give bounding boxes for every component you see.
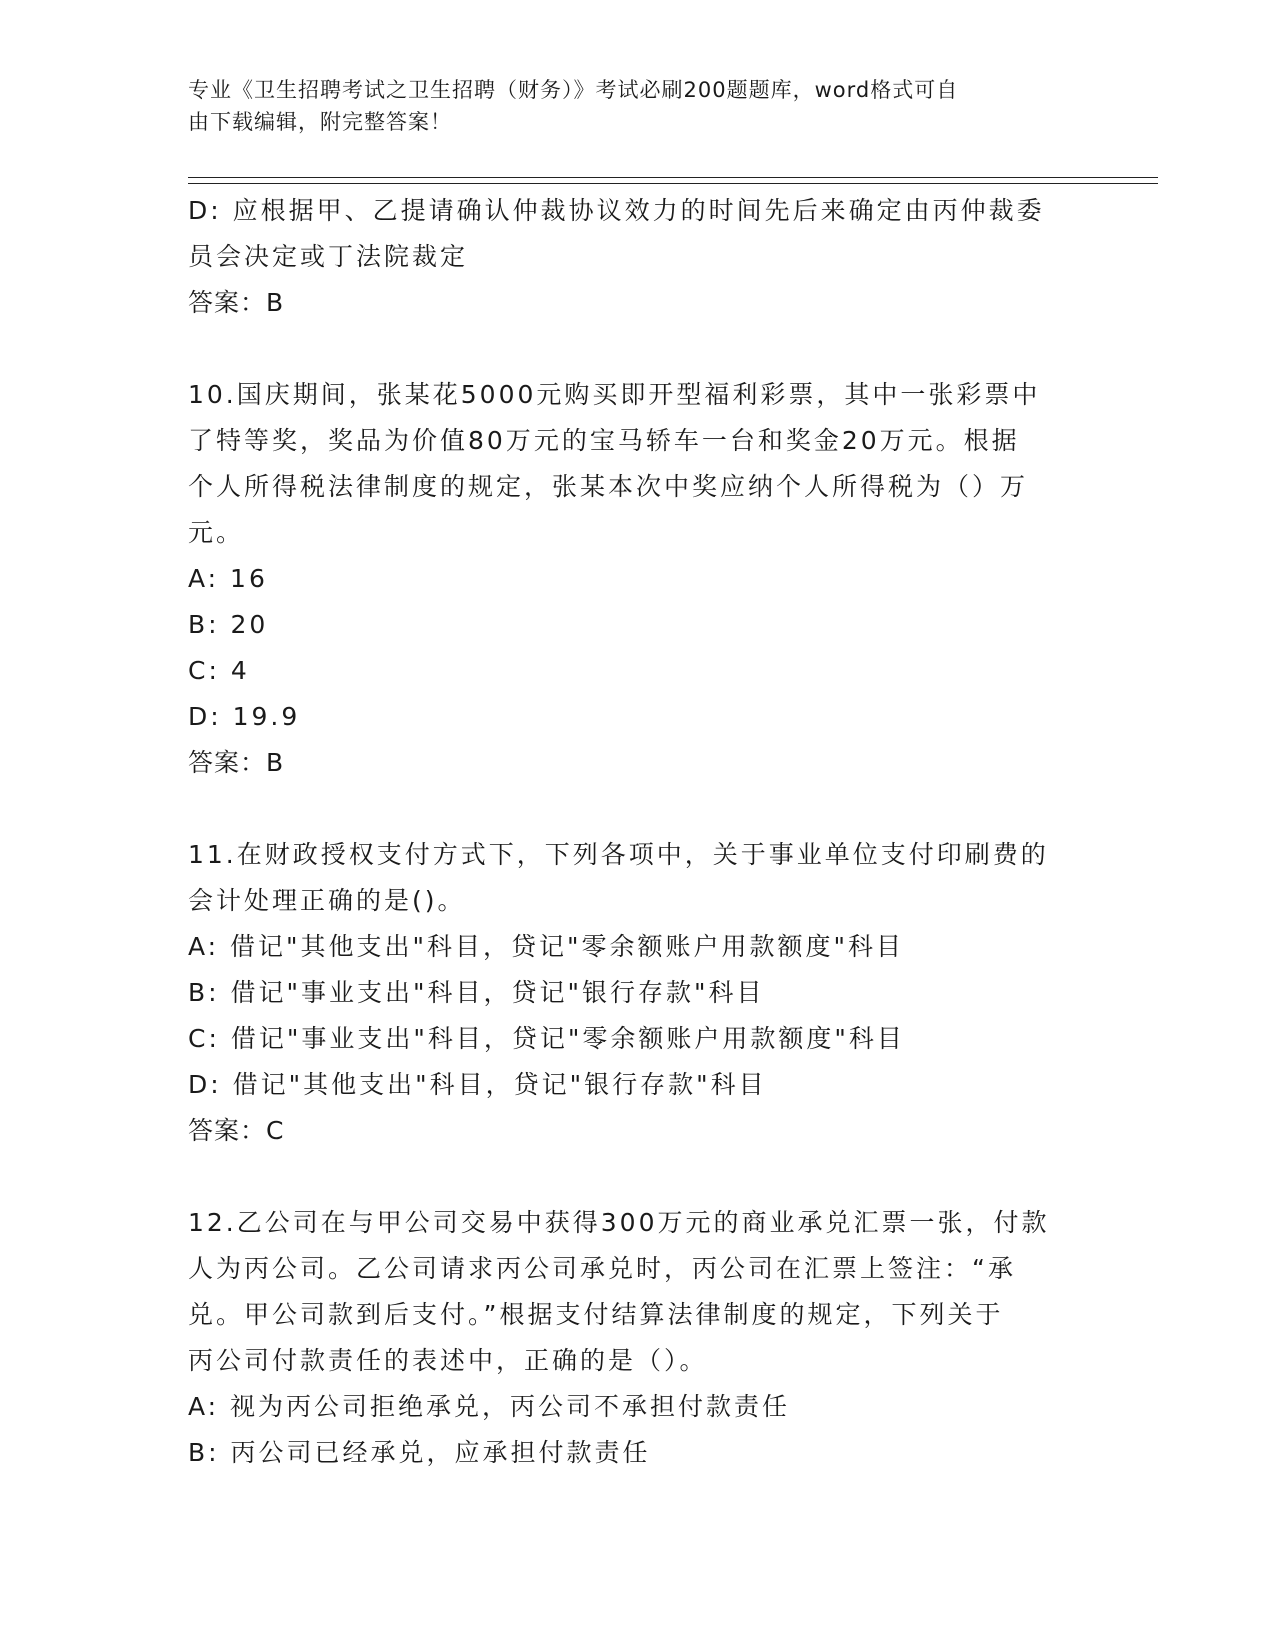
option-a: A: 借记"其他支出"科目，贷记"零余额账户用款额度"科目	[188, 932, 905, 961]
question-text-line: 了特等奖，奖品为价值80万元的宝马轿车一台和奖金20万元。根据	[188, 426, 1020, 455]
question-text-line: 10.国庆期间，张某花5000元购买即开型福利彩票，其中一张彩票中	[188, 380, 1041, 409]
question-content	[188, 188, 1088, 1476]
question-9-tail	[188, 188, 1088, 326]
spacer	[188, 1154, 1088, 1200]
option-b: B: 借记"事业支出"科目，贷记"银行存款"科目	[188, 978, 765, 1007]
header-line-2: 由下载编辑，附完整答案！	[188, 110, 452, 134]
spacer	[188, 326, 1088, 372]
option-d-continued: 员会决定或丁法院裁定	[188, 242, 469, 271]
option-d: D: 应根据甲、乙提请确认仲裁协议效力的时间先后来确定由丙仲裁委	[188, 196, 1045, 225]
question-text-line: 会计处理正确的是()。	[188, 886, 466, 915]
answer: 答案：B	[188, 748, 285, 777]
question-12	[188, 1200, 1088, 1476]
question-text-line: 元。	[188, 518, 245, 547]
question-text-line: 丙公司付款责任的表述中，正确的是（）。	[188, 1346, 708, 1375]
question-text-line: 个人所得税法律制度的规定，张某本次中奖应纳个人所得税为（）万	[188, 472, 1029, 501]
question-text-line: 兑。甲公司款到后支付。”根据支付结算法律制度的规定，下列关于	[188, 1300, 1004, 1329]
option-c: C: 4	[188, 656, 250, 685]
header-line-1: 专业《卫生招聘考试之卫生招聘（财务）》考试必刷200题题库，word格式可自	[188, 78, 959, 102]
option-d: D: 借记"其他支出"科目，贷记"银行存款"科目	[188, 1070, 767, 1099]
question-10	[188, 372, 1088, 786]
question-text-line: 人为丙公司。乙公司请求丙公司承兑时，丙公司在汇票上签注：“承	[188, 1254, 1016, 1283]
question-text-line: 12.乙公司在与甲公司交易中获得300万元的商业承兑汇票一张，付款	[188, 1208, 1050, 1237]
option-b: B: 丙公司已经承兑，应承担付款责任	[188, 1438, 651, 1467]
option-c: C: 借记"事业支出"科目，贷记"零余额账户用款额度"科目	[188, 1024, 905, 1053]
question-text-line: 11.在财政授权支付方式下，下列各项中，关于事业单位支付印刷费的	[188, 840, 1049, 869]
spacer	[188, 786, 1088, 832]
header-divider-bottom	[188, 183, 1158, 184]
question-11	[188, 832, 1088, 1154]
option-d: D: 19.9	[188, 702, 301, 731]
answer: 答案：B	[188, 288, 285, 317]
option-a: A: 16	[188, 564, 268, 593]
option-a: A: 视为丙公司拒绝承兑，丙公司不承担付款责任	[188, 1392, 791, 1421]
header-divider-top	[188, 177, 1158, 178]
document-header	[188, 74, 1088, 138]
option-b: B: 20	[188, 610, 269, 639]
answer: 答案：C	[188, 1116, 285, 1145]
